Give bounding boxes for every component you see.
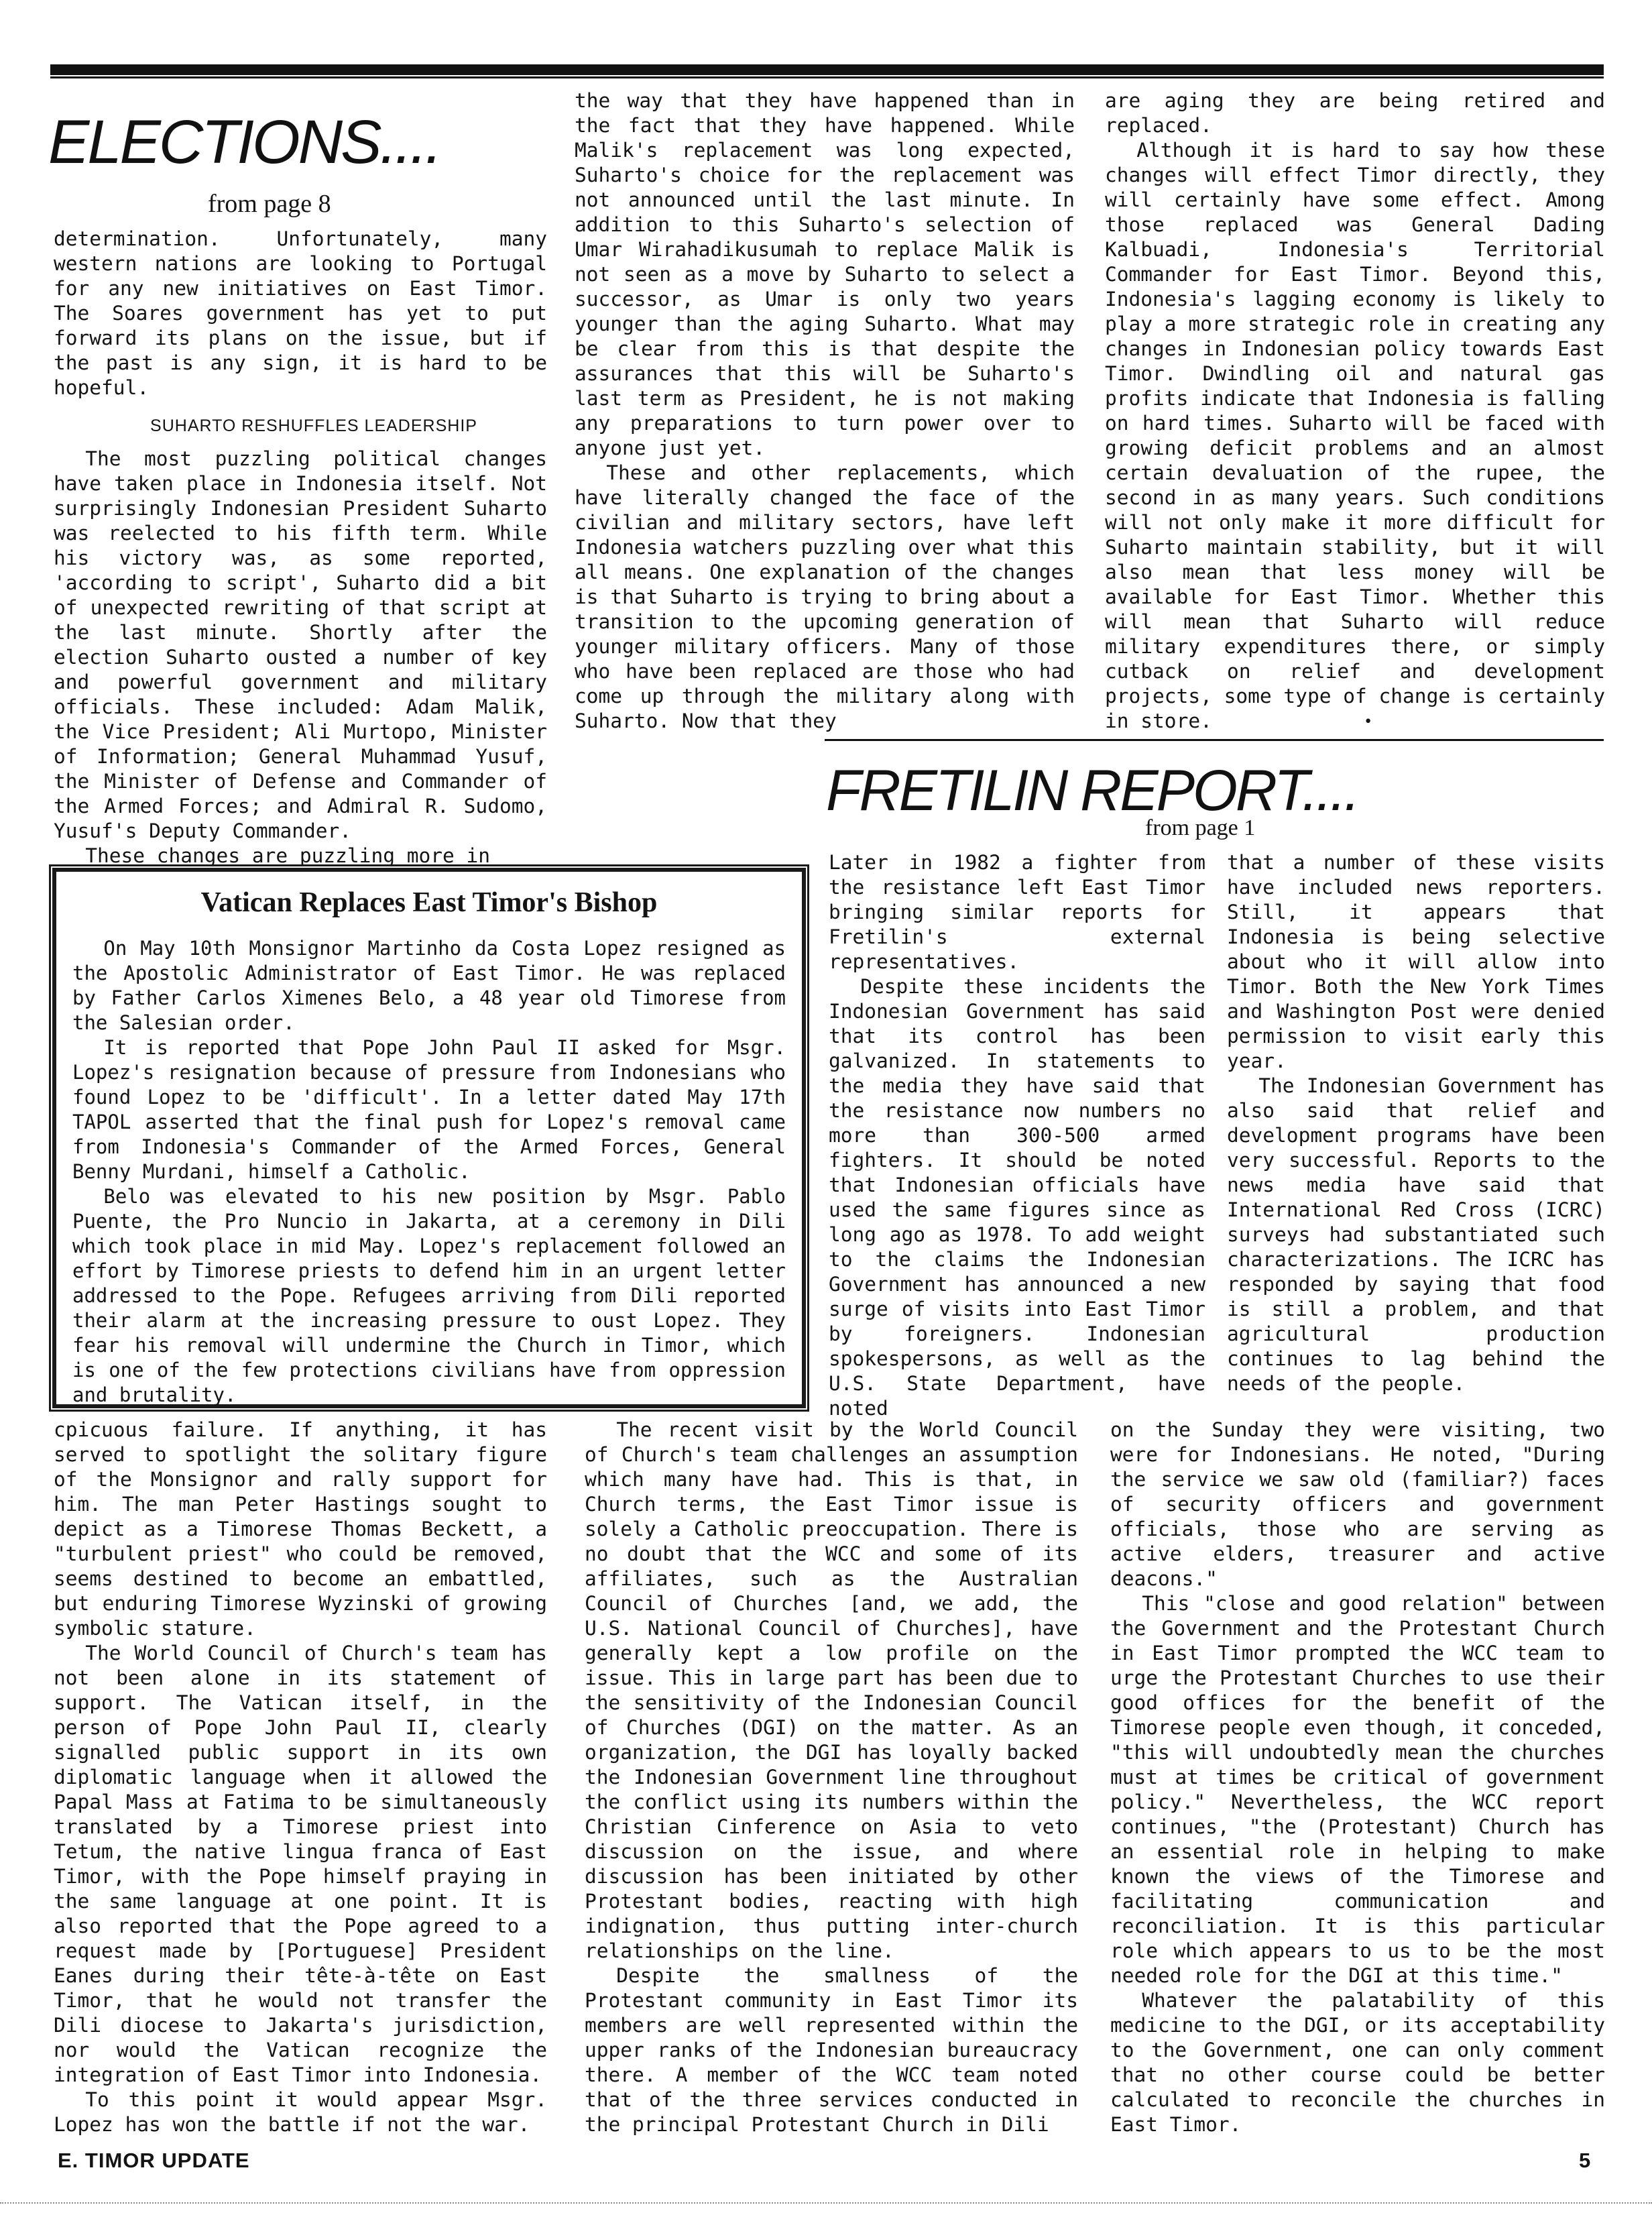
paragraph: on the Sunday they were visiting, two were for Indonesians. He noted, "During the service we saw old (familiar?) faces of security officers and government officials, those who are serving as active elders, treasurer and active deacons." (1110, 1418, 1605, 1590)
paragraph: The most puzzling political changes have taken place in Indonesia itself. Not surprisingly Indonesian President Suharto was reelected to his fifth term. While his victory was, as some reported, 'according to script', Suharto did a bit of unexpected rewriting of that script at the last minute. Shortly after the election Suharto ousted a number of key and powerful government and military officials. These included: Adam Malik, the Vice President; Ali Murtopo, Minister of Information; General Muhammad Yusuf, the Minister of Defense and Commander of the Armed Forces; and Admiral R. Sudomo, Yusuf's Deputy Commander. (54, 447, 547, 842)
elections-column-1 (54, 227, 547, 868)
lower-column-1 (54, 1418, 547, 2137)
fretilin-column-2 (1227, 850, 1605, 1396)
paragraph: These changes are puzzling more in (85, 844, 491, 867)
paragraph: The Indonesian Government has also said that relief and development programs have been very successful. Reports to the news media have said that International Red Cross (ICRC) surveys had substantiated such characterizations. The ICRC has responded by saying that food is still a problem, and that agricultural production continues to lag behind the needs of the people. (1227, 1074, 1605, 1395)
paragraph: The World Council of Church's team has not been alone in its statement of support. The Vatican itself, in the person of Pope John Paul II, clearly signalled public support in its own diplomatic language when it allowed the Papal Mass at Fatima to be simultaneously translated by a Timorese priest into Tetum, the native lingua franca of East Timor, with the Pope himself praying in the same language at one point. It is also reported that the Pope agreed to a request made by [Portuguese] President Eanes during their tête-à-tête on East Timor, that he would not transfer the Dili diocese to Jakarta's jurisdiction, nor would the Vatican recognize the integration of East Timor into Indonesia. (54, 1642, 547, 2086)
paragraph: determination. Unfortunately, many western nations are looking to Portugal for any new initiatives on East Timor. The Soares government has yet to put forward its plans on the issue, but if the past is any sign, it is hard to be hopeful. (54, 227, 547, 399)
top-rule (50, 64, 1604, 75)
paragraph: Despite the smallness of the Protestant community in East Timor its members are well represented within the upper ranks of the Indonesian bureaucracy there. A member of the WCC team noted that of the three services conducted in the principal Protestant Church in Dili (585, 1964, 1078, 2136)
paragraph: To this point it would appear Msgr. Lopez has won the battle if not the war. (54, 2088, 547, 2136)
page-number: 5 (1579, 2149, 1591, 2172)
bottom-edge-rule (0, 2202, 1652, 2204)
section-divider (825, 739, 1604, 741)
elections-heading: ELECTIONS.... (48, 108, 440, 176)
elections-from-page: from page 8 (208, 190, 331, 218)
vatican-sidebar-box (52, 868, 806, 1408)
paragraph: are aging they are being retired and replaced. (1105, 89, 1605, 137)
paragraph: Despite these incidents the Indonesian Government has said that its control has been galvanized. In statements to the media they have said that the resistance now numbers no more than 300-500 armed fighters. It should be noted that Indonesian officials have used the same figures since as long ago as 1978. To add weight to the claims the Indonesian Government has announced a new surge of visits into East Timor by foreigners. Indonesian spokespersons, as well as the U.S. State Department, have noted (829, 975, 1205, 1420)
fretilin-heading: FRETILIN REPORT.... (826, 758, 1358, 823)
paragraph: the way that they have happened than in the fact that they have happened. While Malik's replacement was long expected, Suharto's choice for the replacement was not announced until the last minute. In addition to this Suharto's selection of Umar Wirahadikusumah to replace Malik is not seen as a move by Suharto to select a successor, as Umar is only two years younger than the aging Suharto. What may be clear from this is that despite the assurances that this will be Suharto's last term as President, he is not making any preparations to turn power over to anyone just yet. (575, 89, 1075, 459)
end-mark: • (1364, 714, 1373, 730)
paragraph: Although it is hard to say how these changes will effect Timor directly, they will certainly have some effect. Among those replaced was General Dading Kalbuadi, Indonesia's Territorial Commander for East Timor. Beyond this, Indonesia's lagging economy is likely to play a more strategic role in creating any changes in Indonesian policy towards East Timor. Dwindling oil and natural gas profits indicate that Indonesia is falling on hard times. Suharto will be faced with growing deficit problems and an almost certain devaluation of the rupee, the second in as many years. Such conditions will not only make it more difficult for Suharto maintain stability, but it will also mean that less money will be available for East Timor. Whether this will mean that Suharto will reduce military expenditures there, or simply cutback on relief and development projects, some type of change is certainly in store. (1105, 139, 1605, 732)
paragraph: On May 10th Monsignor Martinho da Costa Lopez resigned as the Apostolic Administrator of East Timor. He was replaced by Father Carlos Ximenes Belo, a 48 year old Timorese from the Salesian order. (72, 937, 786, 1034)
elections-column-3 (1105, 89, 1605, 734)
paragraph: cpicuous failure. If anything, it has served to spotlight the solitary figure of the Monsignor and rally support for him. The man Peter Hastings sought to depict as a Timorese Thomas Beckett, a "turbulent priest" who could be removed, seems destined to become an embattled, but enduring Timorese Wyzinski of growing symbolic stature. (54, 1418, 547, 1640)
section-subhead: SUHARTO RESHUFFLES LEADERSHIP (150, 416, 477, 435)
paragraph: Whatever the palatability of this medicine to the DGI, or its acceptability to the Government, one can only comment that no other course could be better calculated to reconcile the churches in East Timor. (1110, 1989, 1605, 2136)
paragraph: It is reported that Pope John Paul II asked for Msgr. Lopez's resignation because of pressure from Indonesians who found Lopez to be 'difficult'. In a letter dated May 17th TAPOL asserted that the final push for Lopez's removal came from Indonesia's Commander of the Armed Forces, General Benny Murdani, himself a Catholic. (72, 1036, 786, 1183)
fretilin-from-page: from page 1 (1145, 815, 1256, 840)
paragraph: Later in 1982 a fighter from the resistance left East Timor bringing similar reports for Fretilin's external representatives. (829, 851, 1205, 973)
paragraph: These and other replacements, which have literally changed the face of the civilian and military sectors, have left Indonesia watchers puzzling over what this all means. One explanation of the changes is that Suharto is trying to bring about a transition to the upcoming generation of younger military officers. Many of those who have been replaced are those who had come up through the military along with Suharto. Now that they (575, 461, 1075, 732)
paragraph: that a number of these visits have included news reporters. Still, it appears that Indonesia is being selective about who it will allow into Timor. Both the New York Times and Washington Post were denied permission to visit early this year. (1227, 851, 1605, 1072)
top-rule-thin (50, 76, 1604, 78)
box-body (72, 936, 786, 1408)
lower-column-2 (585, 1418, 1078, 2137)
lower-column-3 (1110, 1418, 1605, 2137)
elections-column-2 (575, 89, 1075, 734)
paragraph: Belo was elevated to his new position by Msgr. Pablo Puente, the Pro Nuncio in Jakarta, at a ceremony in Dili which took place in mid May. Lopez's replacement followed an effort by Timorese priests to defend him in an urgent letter addressed to the Pope. Refugees arriving from Dili reported their alarm at the increasing pressure to oust Lopez. They fear his removal will undermine the Church in Timor, which is one of the few protections civilians have from oppression and brutality. (72, 1185, 786, 1406)
box-title: Vatican Replaces East Timor's Bishop (200, 887, 658, 918)
paragraph: This "close and good relation" between the Government and the Protestant Church in East Timor prompted the WCC team to urge the Protestant Churches to use their good offices for the benefit of the Timorese people even though, it conceded, "this will undoubtedly mean the churches must at times be critical of government policy." Nevertheless, the WCC report continues, "the (Protestant) Church has an essential role in helping to make known the views of the Timorese and facilitating communication and reconciliation. It is this particular role which appears to us to be the most needed role for the DGI at this time." (1110, 1592, 1605, 1987)
publication-name: E. TIMOR UPDATE (58, 2149, 250, 2172)
fretilin-column-1 (829, 850, 1205, 1421)
paragraph: The recent visit by the World Council of Church's team challenges an assumption which many have had. This is that, in Church terms, the East Timor issue is solely a Catholic preoccupation. There is no doubt that the WCC and some of its affiliates, such as the Australian Council of Churches [and, we add, the U.S. National Council of Churches], have generally kept a low profile on the issue. This in large part has been due to the sensitivity of the Indonesian Council of Churches (DGI) on the matter. As an organization, the DGI has loyally backed the Indonesian Government line throughout the conflict using its numbers within the Christian Cinference on Asia to veto discussion on the issue, and where discussion has been initiated by other Protestant bodies, reacting with high indignation, thus putting inter-church relationships on the line. (585, 1418, 1078, 1962)
